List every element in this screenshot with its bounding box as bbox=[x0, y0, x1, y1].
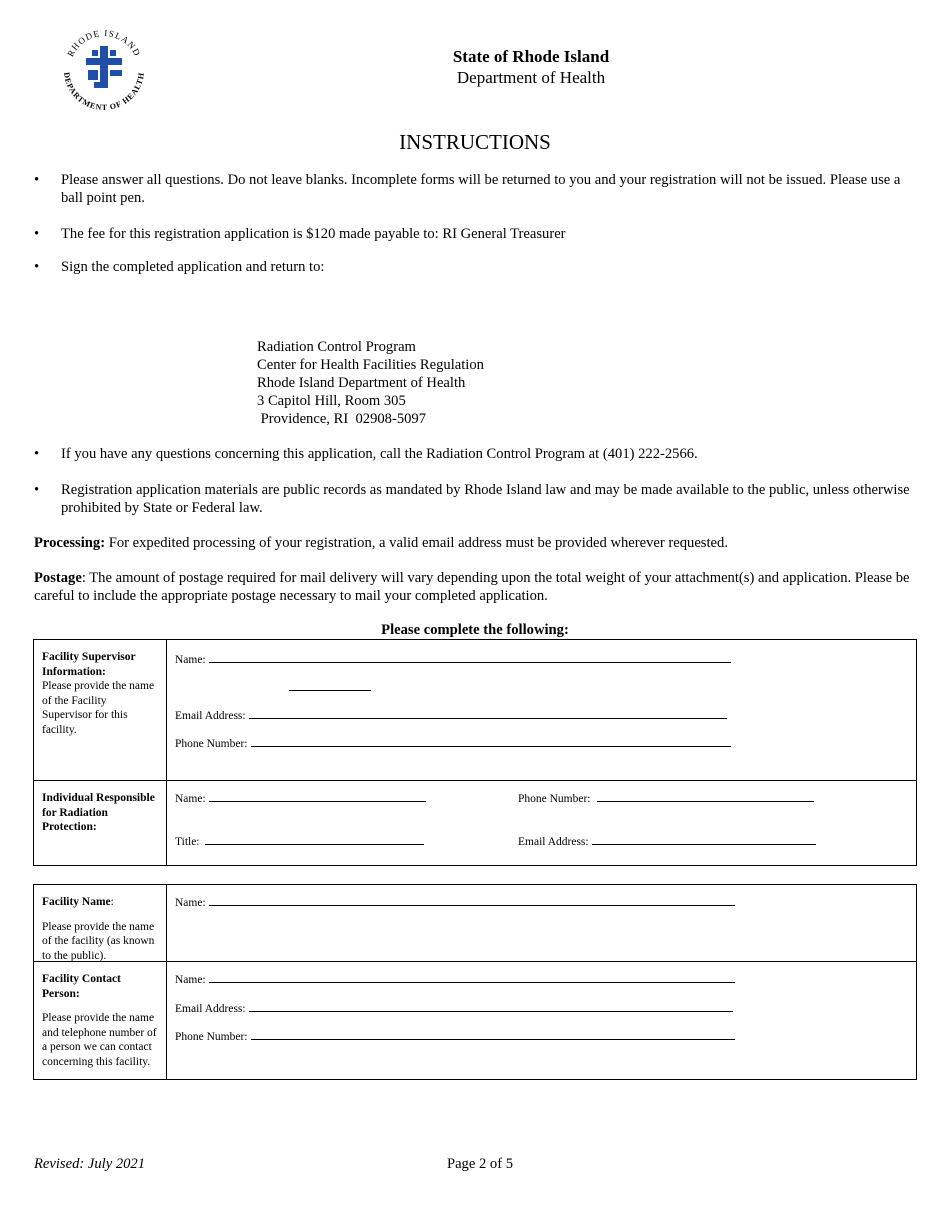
individual-name-field[interactable] bbox=[209, 791, 426, 802]
contact-description: Please provide the name and telephone number of a person we can contact concerning this facility. bbox=[42, 1012, 157, 1068]
contact-name-field[interactable] bbox=[209, 972, 735, 983]
supervisor-row bbox=[34, 640, 916, 780]
facility-contact-row bbox=[34, 961, 916, 1079]
individual-email-label: Email Address: bbox=[518, 836, 589, 848]
mailing-address: Radiation Control Program Center for Health Facilities Regulation Rhode Island Department of Health 3 Capitol Hill, Room 305 Providence, RI 02908-5097 bbox=[257, 339, 484, 427]
supervisor-form-table bbox=[33, 639, 917, 866]
contact-email-label: Email Address: bbox=[175, 1003, 246, 1015]
contact-name-label: Name: bbox=[175, 974, 206, 986]
facility-form-table bbox=[33, 884, 917, 1080]
additional-notes bbox=[34, 445, 914, 517]
individual-phone-field[interactable] bbox=[597, 791, 814, 802]
department-name: Department of Health bbox=[456, 68, 606, 87]
divider bbox=[289, 690, 371, 691]
supervisor-phone-label: Phone Number: bbox=[175, 738, 248, 750]
instructions-title: INSTRUCTIONS bbox=[399, 130, 551, 154]
individual-phone-label: Phone Number: bbox=[518, 793, 591, 805]
bullet-icon: • bbox=[34, 259, 40, 275]
list-item: • Registration application materials are public records as mandated by Rhode Island law and may be made available to the public, unless otherwise prohibited by State or Federal law. bbox=[34, 482, 910, 516]
facility-name-field[interactable] bbox=[209, 895, 735, 906]
supervisor-email-label: Email Address: bbox=[175, 710, 246, 722]
postage-note: Postage: The amount of postage required for mail delivery will vary depending upon the total weight of your attachment(s) and application. Please be careful to include the appropriate postage necessary to mail your completed application. bbox=[34, 570, 910, 604]
individual-email-field[interactable] bbox=[592, 834, 816, 845]
supervisor-name-field[interactable] bbox=[209, 652, 731, 663]
document-header bbox=[0, 46, 950, 88]
list-item: • Please answer all questions. Do not leave blanks. Incomplete forms will be returned to you and your registration will not be issued. Please use a ball point pen. bbox=[34, 172, 901, 206]
supervisor-email-field[interactable] bbox=[249, 708, 727, 719]
list-item: • If you have any questions concerning this application, call the Radiation Control Program at (401) 222-2566. bbox=[34, 446, 698, 462]
bullet-icon: • bbox=[34, 446, 40, 462]
contact-phone-field[interactable] bbox=[251, 1029, 735, 1040]
radiation-individual-row bbox=[34, 780, 916, 865]
page-number: Page 2 of 5 bbox=[446, 1156, 514, 1172]
bullet-icon: • bbox=[34, 172, 40, 188]
instructions-list bbox=[34, 171, 914, 276]
processing-note: Processing: For expedited processing of your registration, a valid email address must be provided wherever requested. bbox=[34, 535, 728, 551]
facility-name-label: Name: bbox=[175, 897, 206, 909]
revision-date: Revised: July 2021 bbox=[34, 1156, 146, 1172]
supervisor-heading: Facility Supervisor Information: bbox=[42, 651, 136, 678]
bullet-icon: • bbox=[34, 482, 40, 498]
supervisor-name-label: Name: bbox=[175, 654, 206, 666]
bullet-icon: • bbox=[34, 226, 40, 242]
logo-bottom-text: DEPARTMENT OF HEALTH bbox=[61, 71, 147, 112]
individual-title-field[interactable] bbox=[205, 834, 424, 845]
state-name: State of Rhode Island bbox=[452, 47, 610, 66]
list-item: • The fee for this registration application is $120 made payable to: RI General Treasurer bbox=[34, 226, 566, 242]
section-title: Please complete the following: bbox=[381, 622, 569, 638]
facility-name-row: Facility Name: Please provide the name of the facility (as known to the public). Name: bbox=[34, 885, 916, 961]
facility-heading: Facility Name bbox=[42, 896, 111, 908]
contact-heading: Facility Contact Person: bbox=[42, 973, 121, 1000]
logo-top-text: RHODE ISLAND bbox=[65, 27, 143, 59]
individual-name-label: Name: bbox=[175, 793, 206, 805]
list-item: • Sign the completed application and return to: bbox=[34, 259, 325, 275]
facility-description: Please provide the name of the facility (as known to the public). bbox=[42, 920, 155, 962]
contact-email-field[interactable] bbox=[249, 1001, 733, 1012]
contact-phone-label: Phone Number: bbox=[175, 1031, 248, 1043]
individual-title-label: Title: bbox=[175, 836, 200, 848]
supervisor-phone-field[interactable] bbox=[251, 736, 731, 747]
individual-heading: Individual Responsible for Radiation Protection: bbox=[42, 792, 155, 833]
supervisor-description: Please provide the name of the Facility Supervisor for this facility. bbox=[42, 680, 155, 736]
